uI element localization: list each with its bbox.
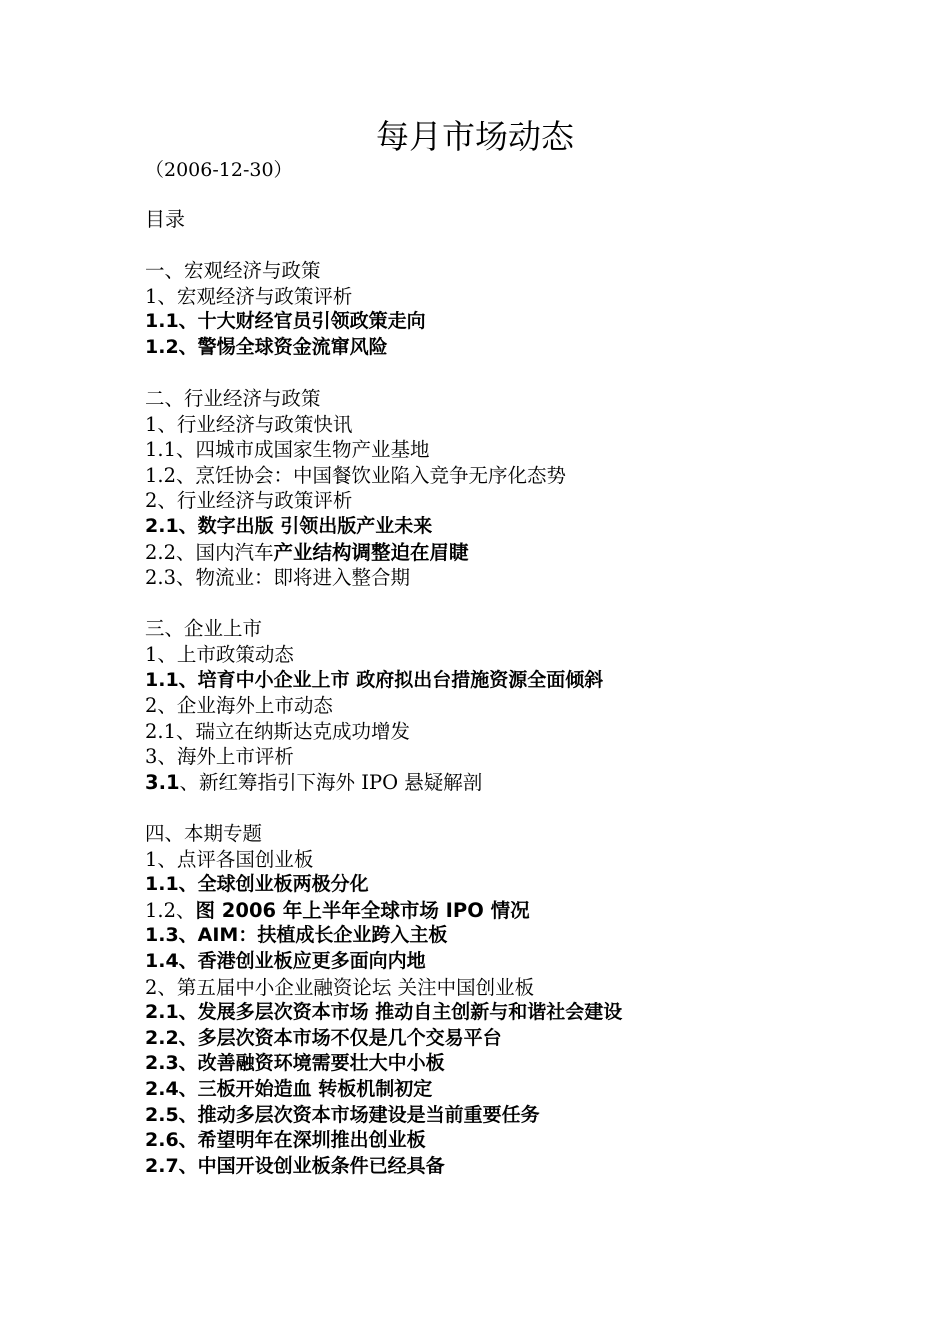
toc-entry-text: 2.4、三板开始造血 转板机制初定 (145, 1078, 433, 1100)
toc-entry[interactable] (145, 975, 925, 1001)
toc-entry[interactable] (145, 1077, 925, 1103)
toc-entry[interactable] (145, 744, 925, 770)
toc-entry-text: 2.3、物流业：即将进入整合期 (145, 566, 411, 590)
toc-entry[interactable] (145, 1051, 925, 1077)
table-of-contents (145, 258, 925, 1205)
toc-entry-text: 三、企业上市 (145, 617, 263, 641)
toc-entry[interactable] (145, 488, 925, 514)
toc-entry[interactable] (145, 923, 925, 949)
toc-entry[interactable] (145, 335, 925, 361)
toc-entry[interactable] (145, 437, 925, 463)
document-date: （2006-12-30） (145, 159, 293, 181)
toc-entry[interactable] (145, 770, 925, 796)
toc-entry[interactable] (145, 642, 925, 668)
toc-entry[interactable] (145, 309, 925, 335)
toc-heading: 目录 (145, 207, 185, 231)
toc-entry-text: 1.1、培育中小企业上市 政府拟出台措施资源全面倾斜 (145, 668, 604, 691)
toc-entry-text: 、新红筹指引下海外 IPO 悬疑解剖 (179, 770, 483, 794)
toc-entry-text: 1、宏观经济与政策评析 (145, 284, 353, 308)
toc-entry[interactable] (145, 898, 925, 924)
toc-entry-text: 一、宏观经济与政策 (145, 259, 321, 282)
toc-section (145, 616, 925, 795)
toc-entry-text: 1.1、十大财经官员引领政策走向 (145, 310, 426, 333)
toc-section (145, 821, 925, 1179)
toc-entry[interactable] (145, 1128, 925, 1154)
toc-entry[interactable] (145, 514, 925, 540)
toc-entry[interactable] (145, 463, 925, 489)
toc-section (145, 258, 925, 360)
toc-entry[interactable] (145, 616, 925, 642)
toc-entry[interactable] (145, 258, 925, 284)
toc-entry[interactable] (145, 693, 925, 719)
toc-entry-text: 3、海外上市评析 (145, 745, 294, 769)
toc-entry[interactable] (145, 386, 925, 412)
toc-entry[interactable] (145, 540, 925, 566)
toc-entry-text: 2.2、国内汽车 (145, 540, 274, 564)
toc-entry[interactable] (145, 1000, 925, 1026)
toc-entry[interactable] (145, 412, 925, 438)
toc-entry-text: 二、行业经济与政策 (145, 386, 321, 410)
toc-entry-text: 2.1、瑞立在纳斯达克成功增发 (145, 719, 411, 743)
toc-entry-text: 1.1、四城市成国家生物产业基地 (145, 438, 430, 462)
toc-entry[interactable] (145, 1103, 925, 1129)
toc-entry-text: 2.5、推动多层次资本市场建设是当前重要任务 (145, 1103, 540, 1126)
toc-entry-text: 1.2、 (145, 898, 196, 922)
toc-entry[interactable] (145, 719, 925, 745)
toc-entry-text: 1、行业经济与政策快讯 (145, 412, 353, 436)
toc-entry-text: 2、行业经济与政策评析 (145, 489, 353, 513)
toc-entry-text: 1、上市政策动态 (145, 642, 294, 666)
toc-section (145, 386, 925, 591)
page-title: 每月市场动态 (376, 117, 574, 156)
toc-entry-text: 2.1、数字出版 引领出版产业未来 (145, 514, 433, 537)
toc-entry-text: 四、本期专题 (145, 822, 263, 846)
toc-entry-text: 2、企业海外上市动态 (145, 694, 333, 718)
toc-entry-text: 1.3、AIM：扶植成长企业跨入主板 (145, 924, 448, 947)
toc-entry[interactable] (145, 821, 925, 847)
toc-entry[interactable] (145, 565, 925, 591)
toc-entry-number: 3.1 (145, 770, 180, 794)
toc-entry-text: 2.6、希望明年在深圳推出创业板 (145, 1129, 426, 1152)
toc-entry-text: 2、第五届中小企业融资论坛 关注中国创业板 (145, 975, 535, 999)
toc-entry[interactable] (145, 872, 925, 898)
toc-entry-text: 2.7、中国开设创业板条件已经具备 (145, 1154, 445, 1177)
toc-entry-text-bold: 图 2006 年上半年全球市场 IPO 情况 (195, 898, 530, 922)
toc-entry-text: 1.1、全球创业板两极分化 (145, 873, 369, 896)
toc-entry-text: 1.2、烹饪协会：中国餐饮业陷入竞争无序化态势 (145, 463, 567, 487)
toc-entry-text: 1.2、警惕全球资金流窜风险 (145, 335, 388, 358)
toc-entry[interactable] (145, 1026, 925, 1052)
toc-entry[interactable] (145, 1154, 925, 1180)
toc-entry-text: 1、点评各国创业板 (145, 847, 314, 871)
toc-entry-text: 2.2、多层次资本市场不仅是几个交易平台 (145, 1026, 502, 1049)
toc-entry[interactable] (145, 668, 925, 694)
toc-entry-text: 2.1、发展多层次资本市场 推动自主创新与和谐社会建设 (145, 1001, 623, 1024)
toc-entry[interactable] (145, 284, 925, 310)
toc-entry[interactable] (145, 949, 925, 975)
toc-entry-text-bold: 产业结构调整迫在眉睫 (273, 540, 469, 564)
toc-entry-text: 1.4、香港创业板应更多面向内地 (145, 950, 426, 973)
toc-entry-text: 2.3、改善融资环境需要壮大中小板 (145, 1052, 445, 1075)
toc-entry[interactable] (145, 847, 925, 873)
